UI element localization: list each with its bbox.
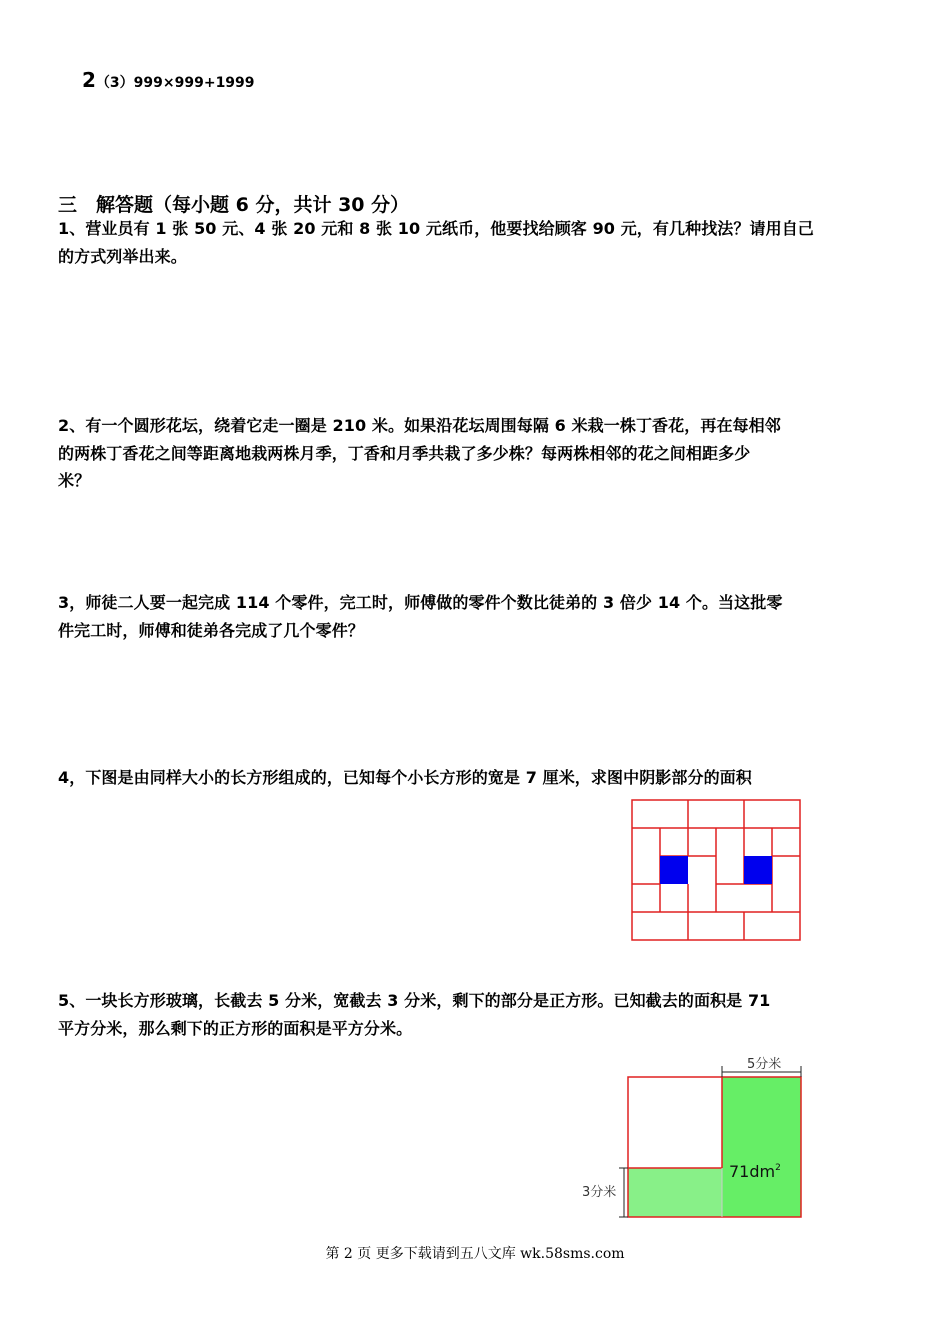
area-superscript: 2 xyxy=(775,1163,781,1173)
problem-label: （3）999×999+1999 xyxy=(95,75,255,91)
label-area xyxy=(729,1162,781,1181)
label-5-decimeters: 5分米 xyxy=(747,1057,782,1072)
question-4-line-1: 4，下图是由同样大小的长方形组成的，已知每个小长方形的宽是 7 厘米，求图中阴影部分的面积 xyxy=(58,768,752,787)
question-2-line-3: 米？ xyxy=(58,471,91,490)
cut-strip-bottom xyxy=(628,1168,722,1217)
shaded-square-right xyxy=(744,856,772,884)
area-text: 71dm xyxy=(729,1162,776,1181)
shaded-square-left xyxy=(660,856,688,884)
question-5-line-1: 5、一块长方形玻璃，长截去 5 分米，宽截去 3 分米，剩下的部分是正方形。已知截去的面积是 71 xyxy=(58,991,771,1010)
problem-number: 2 xyxy=(82,68,96,92)
page-footer: 第 2 页 更多下载请到五八文库 wk.58sms.com xyxy=(325,1246,625,1262)
question-2-line-1: 2、有一个圆形花坛，绕着它走一圈是 210 米。如果沿花坛周围每隔 6 米栽一株丁香花，再在每相邻 xyxy=(58,416,781,435)
question-1-line-1: 1、营业员有 1 张 50 元、4 张 20 元和 8 张 10 元纸币，他要找给顾客 90 元，有几种找法？请用自己 xyxy=(58,219,814,238)
rectangle-grid-figure xyxy=(620,790,810,950)
section-title: 三 解答题（每小题 6 分，共计 30 分） xyxy=(58,194,410,216)
question-3-line-1: 3，师徒二人要一起完成 114 个零件，完工时，师傅做的零件个数比徒弟的 3 倍少 14 个。当这批零 xyxy=(58,593,783,612)
question-1-line-2: 的方式列举出来。 xyxy=(58,247,187,266)
question-3-line-2: 件完工时，师傅和徒弟各完成了几个零件？ xyxy=(58,621,364,640)
label-3-decimeters: 3分米 xyxy=(582,1185,617,1200)
question-5-line-2: 平方分米，那么剩下的正方形的面积是平方分米。 xyxy=(58,1019,413,1038)
problem-2-3 xyxy=(82,68,255,92)
glass-cut-figure xyxy=(575,1050,815,1230)
cut-strip-right xyxy=(722,1077,801,1217)
question-2-line-2: 的两株丁香花之间等距离地栽两株月季，丁香和月季共栽了多少株？每两株相邻的花之间相距多少 xyxy=(58,444,751,463)
